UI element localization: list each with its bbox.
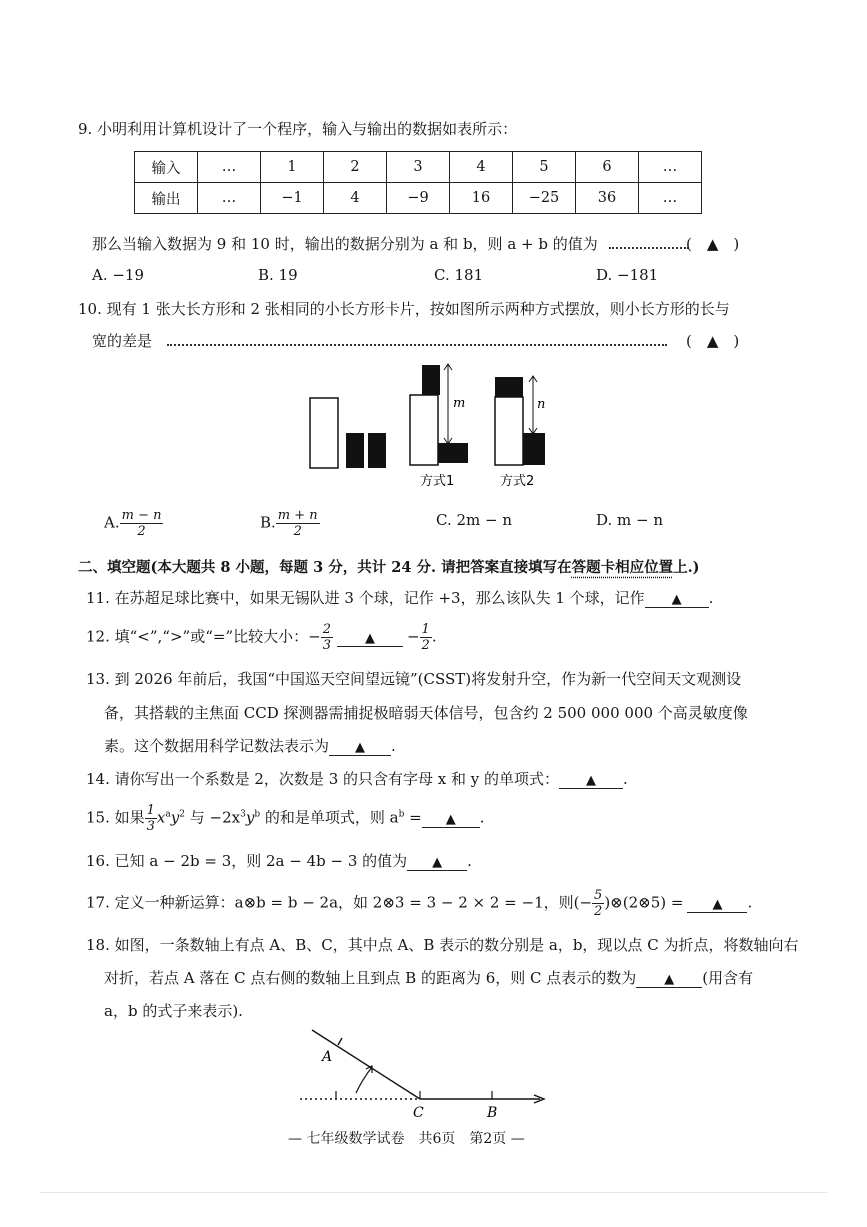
small-rectangle (346, 433, 364, 468)
table-cell: … (198, 183, 261, 214)
tick-mark (338, 1038, 342, 1045)
q15-text: 的和是单项式，则 a (264, 808, 399, 827)
page-footer: — 七年级数学试卷 共6页 第2页 — (288, 1131, 525, 1147)
q9-answer-paren: ( ▲ ) (686, 235, 740, 253)
table-cell: … (639, 152, 702, 183)
table-cell: 3 (387, 152, 450, 183)
q16 (86, 850, 472, 871)
section-title-part: 上.) (673, 559, 700, 576)
label-a: A (322, 1049, 333, 1065)
numerator: 1 (421, 622, 430, 637)
table-cell: 4 (450, 152, 513, 183)
label-m: m (453, 396, 466, 411)
q9-question (92, 233, 689, 254)
triangle-icon: ▲ (432, 855, 443, 870)
fraction (592, 888, 604, 919)
label-n: n (537, 397, 546, 412)
table-cell: −1 (261, 183, 324, 214)
q17-text: 17. 定义一种新运算：a⊗b = b − 2a，如 2⊗3 = 3 − 2 × 2 = −1，则(− (86, 893, 593, 912)
fraction (145, 803, 157, 834)
variable: x (156, 808, 166, 827)
q18-line2-text: 对折，若点 A 落在 C 点右侧的数轴上且到点 B 的距离为 6，则 C 点表示的数为 (104, 969, 637, 987)
triangle-icon: ▲ (445, 811, 456, 827)
q9-option-b: B. 19 (258, 266, 298, 284)
table-cell: 36 (576, 183, 639, 214)
fold-arrow (356, 1067, 372, 1093)
q9-option-c: C. 181 (434, 266, 484, 284)
q10-stem-line2 (92, 330, 667, 351)
minus-sign: − (406, 627, 420, 646)
variable: y (245, 808, 255, 827)
small-rectangle (438, 443, 468, 463)
q12-text: 12. 填“<”,“>”或“=”比较大小：− (86, 627, 321, 646)
triangle-icon: ▲ (671, 592, 682, 607)
small-rectangle (495, 377, 523, 397)
period: . (708, 589, 714, 607)
q10-stem-line2-text: 宽的差是 (92, 332, 153, 350)
fraction (321, 622, 333, 653)
q9-question-text: 那么当输入数据为 9 和 10 时，输出的数据分别为 a 和 b，则 a + b 的值为 (92, 235, 598, 253)
triangle-icon: ▲ (355, 740, 366, 755)
exponent: b (398, 809, 405, 820)
q10-stem-line1: 10. 现有 1 张大长方形和 2 张相同的小长方形卡片，按如图所示两种方式摆放，则小长方形的长与 (78, 300, 730, 318)
answer-blank[interactable] (645, 589, 709, 608)
numerator: m − n (121, 508, 162, 523)
numerator: 2 (322, 622, 331, 637)
big-rectangle (310, 398, 338, 468)
output-label: 输出 (135, 183, 198, 214)
q15 (86, 803, 484, 834)
number-line-figure (290, 1025, 560, 1125)
q10-option-a (104, 508, 163, 539)
small-rectangle (422, 365, 440, 395)
table-cell: 4 (324, 183, 387, 214)
q9-stem: 9. 小明利用计算机设计了一个程序，输入与输出的数据如表所示： (78, 120, 518, 138)
small-rectangle (523, 433, 545, 465)
q16-text: 16. 已知 a − 2b = 3，则 2a − 4b − 3 的值为 (86, 852, 408, 870)
denominator: 2 (421, 638, 430, 653)
exponent: 2 (179, 809, 185, 820)
big-rectangle (495, 397, 523, 465)
q9-option-a: A. −19 (92, 266, 145, 284)
table-cell: 2 (324, 152, 387, 183)
q18-line1: 18. 如图，一条数轴上有点 A、B、C，其中点 A、B 表示的数分别是 a，b，现以点 C 为折点，将数轴向右 (86, 936, 799, 954)
option-label: A. (104, 513, 120, 532)
page-divider (40, 1192, 827, 1193)
period: . (479, 808, 485, 827)
period: . (431, 627, 437, 646)
section-2-title (78, 556, 700, 577)
denominator: 2 (594, 904, 603, 919)
table-cell: … (198, 152, 261, 183)
q9-option-d: D. −181 (596, 266, 659, 284)
q14 (86, 768, 628, 789)
q14-text: 14. 请你写出一个系数是 2，次数是 3 的只含有字母 x 和 y 的单项式： (86, 770, 560, 788)
exponent: a (165, 809, 171, 820)
caption-method2: 方式2 (500, 474, 535, 489)
q15-text: 与 −2x (189, 808, 241, 827)
answer-blank[interactable] (687, 894, 747, 913)
variable: y (170, 808, 180, 827)
rectangles-figure (300, 360, 560, 495)
answer-blank[interactable] (636, 969, 702, 988)
answer-blank[interactable] (422, 809, 480, 828)
triangle-icon: ▲ (364, 630, 375, 646)
q10-option-c: C. 2m − n (436, 511, 513, 529)
q10-option-d: D. m − n (596, 511, 664, 529)
fraction (420, 622, 432, 653)
q13-line1: 13. 到 2026 年前后，我国“中国巡天空间望远镜”(CSST)将发射升空，作为新一代空间天文观测设 (86, 670, 742, 688)
exponent: 3 (240, 809, 246, 820)
q12 (86, 622, 437, 653)
period: . (467, 852, 472, 870)
numerator: 1 (146, 803, 155, 818)
answer-blank[interactable] (329, 737, 391, 756)
table-row-input (135, 152, 702, 183)
small-rectangle (368, 433, 386, 468)
numerator: m + n (277, 508, 318, 523)
table-cell: −9 (387, 183, 450, 214)
q11-text: 11. 在苏超足球比赛中，如果无锡队进 3 个球，记作 +3，那么该队失 1 个球，记作 (86, 589, 645, 607)
answer-blank[interactable] (337, 628, 403, 647)
q18-line3: a，b 的式子来表示). (104, 1002, 243, 1020)
option-label: B. (260, 513, 276, 532)
q10-answer-paren: ( ▲ ) (686, 332, 740, 350)
period: . (391, 737, 396, 755)
table-row-output (135, 183, 702, 214)
table-cell: 16 (450, 183, 513, 214)
q13-line3 (104, 735, 396, 756)
io-table (134, 151, 702, 214)
q13-line3-text: 素。这个数据用科学记数法表示为 (104, 737, 330, 755)
q17 (86, 888, 752, 919)
period: . (747, 893, 753, 912)
q18-line2 (104, 967, 753, 988)
q18-line2-end: (用含有 (702, 969, 754, 987)
q13-line2: 备，其搭载的主焦面 CCD 探测器需捕捉极暗弱天体信号，包含约 2 500 000 000 个高灵敏度像 (104, 704, 748, 722)
period: . (623, 770, 628, 788)
denominator: 3 (146, 819, 155, 834)
q11 (86, 587, 713, 608)
input-label: 输入 (135, 152, 198, 183)
exponent: b (254, 809, 261, 820)
q17-text: )⊗(2⊗5) = (604, 893, 684, 912)
denominator: 2 (137, 524, 146, 539)
label-c: C (413, 1105, 424, 1121)
table-cell: 1 (261, 152, 324, 183)
table-cell: 6 (576, 152, 639, 183)
answer-blank[interactable] (559, 770, 623, 789)
triangle-icon: ▲ (712, 896, 723, 912)
caption-method1: 方式1 (420, 474, 455, 489)
table-cell: 5 (513, 152, 576, 183)
numerator: 5 (594, 888, 603, 903)
table-cell: −25 (513, 183, 576, 214)
label-b: B (487, 1105, 498, 1121)
section-title-emphasis: 答题卡相应位置 (571, 559, 674, 576)
q15-text: 15. 如果 (86, 808, 145, 827)
answer-blank[interactable] (407, 852, 467, 871)
big-rectangle (410, 395, 438, 465)
fraction (120, 508, 164, 539)
denominator: 3 (322, 638, 331, 653)
fraction (276, 508, 320, 539)
triangle-icon: ▲ (664, 972, 675, 987)
denominator: 2 (293, 524, 302, 539)
table-cell: … (639, 183, 702, 214)
dot-leader (609, 247, 689, 249)
dot-leader (167, 344, 667, 346)
section-title-part: 二、填空题(本大题共 8 小题，每题 3 分，共计 24 分. 请把答案直接填写在 (78, 559, 572, 576)
equals-sign: = (409, 808, 422, 827)
triangle-icon: ▲ (586, 773, 597, 788)
q10-option-b (260, 508, 320, 539)
